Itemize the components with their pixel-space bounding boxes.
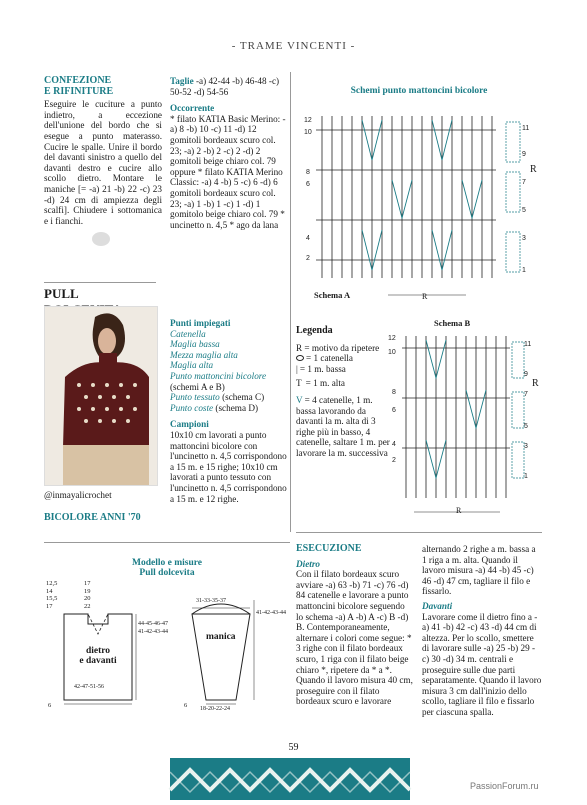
rifiniture-title: E RIFINITURE <box>44 85 114 97</box>
esecuzione-divider <box>296 532 542 533</box>
modello-title-line1: Modello e misure <box>131 558 202 568</box>
campioni-text: 10x10 cm lavorati a punto mattoncini bicolore con l'uncinetto n. 4,5 corrispondono a 15 m. e 15 righe; 10x10 cm lavorati a punto tessuto con l'uncinetto n. 4,5 corrispondono a 15 m. e 12 righe. <box>170 429 287 504</box>
top-right-measures <box>84 580 91 610</box>
punti-section <box>170 318 288 504</box>
yarn-ball-icon <box>92 232 110 246</box>
pull-title: PULL <box>44 282 156 322</box>
footer-pattern <box>0 750 587 800</box>
legenda-title: Legenda <box>296 325 333 336</box>
schema-b-label: Schema B <box>434 318 471 328</box>
tr-1: 17 <box>84 580 91 587</box>
single-crochet-icon: | <box>296 363 298 374</box>
svg-text:8: 8 <box>392 389 396 396</box>
svg-text:2: 2 <box>306 255 310 262</box>
occorrente-text: * filato KATIA Basic Merino: -a) 8 -b) 10 -c) 11 -d) 12 gomitoli bordeaux scuro col. 23; -a) 2 -b) 2 -c) 2 -d) 2 gomitoli beige chiaro col. 79 oppure * filato KATIA Merino Classic: -a) 4 -b) 5 -c) 6 -d) 6 gomitoli bordeaux scuro col. 23; -a) 1 -b) 1 -c) 1 -d) 1 gomitolo beige chiaro col. 79 * uncinetto n. 4,5 * ago da lana <box>170 113 286 230</box>
svg-text:8: 8 <box>306 169 310 176</box>
occorrente-title: Occorrente <box>170 103 215 114</box>
svg-text:3: 3 <box>522 235 526 242</box>
dietro-label: dietro <box>85 646 111 656</box>
tr-2: 19 <box>84 587 91 595</box>
photo-credit: @inmayalicrochet <box>44 490 112 500</box>
campioni-title: Campioni <box>170 419 209 430</box>
schema-a-label: Schema A <box>314 290 351 300</box>
svg-text:6: 6 <box>306 181 310 188</box>
davanti-title: Davanti <box>422 600 453 611</box>
front-back-label <box>76 646 120 666</box>
sleeve-top-measure: 31-33-35-37 <box>196 598 226 604</box>
legend-item-r: R = motivo da ripetere <box>296 342 380 353</box>
punto-item-6: Punto tessuto <box>170 392 220 403</box>
repeat-marker-b: R <box>532 378 539 389</box>
tl-3: 15,5 <box>46 595 58 602</box>
punto-item-2: Maglia bassa <box>170 339 220 350</box>
svg-text:11: 11 <box>524 341 532 348</box>
repeat-marker-a: R <box>530 164 537 175</box>
side-2: 41-42-43-44 <box>138 629 168 635</box>
tl-2: 14 <box>46 587 53 595</box>
svg-text:4: 4 <box>306 235 310 242</box>
schema-b-diagram <box>384 318 542 518</box>
punto-item-1: Catenella <box>170 328 206 339</box>
confezione-section <box>44 76 162 246</box>
punti-title: Punti impiegati <box>170 318 231 328</box>
top-left-measures <box>46 580 57 610</box>
svg-text:4: 4 <box>392 441 396 448</box>
dietro-title: Dietro <box>296 558 320 569</box>
punto-item-7-note: (schema D) <box>215 402 259 413</box>
esecuzione-title: ESECUZIONE <box>296 543 362 554</box>
svg-text:3: 3 <box>524 443 528 450</box>
hem-measure: 6 <box>48 702 52 709</box>
repeat-marker-b-bottom: R <box>456 506 462 515</box>
esecuzione-col1 <box>296 544 414 707</box>
svg-text:2: 2 <box>392 457 396 464</box>
svg-text:10: 10 <box>388 349 396 356</box>
taglie-text: -a) 42-44 -b) 46-48 -c) 50-52 -d) 54-56 <box>170 76 280 97</box>
punto-item-6-note: (schema C) <box>222 392 265 403</box>
svg-text:11: 11 <box>522 125 530 132</box>
modello-divider <box>44 542 290 543</box>
legend-item-bassa: = 1 m. bassa <box>299 363 346 374</box>
dietro-text: Con il filato bordeaux scuro avviare -a) 63 -b) 71 -c) 76 -d) 84 catenelle e lavorare a punto mattoncini bicolore seguendo lo schema -a) A -b) A -c) B -d) B. Contemporaneamente, alternare i colori come segue: * 3 righe con il filato bordeaux scuro, 1 riga con il filato beige chiaro *, ripetere da * a *. Quando il lavoro misura 40 cm, proseguire con il filato bordeaux scuro e lavorare <box>296 569 413 707</box>
legend-item-catenella: = 1 catenella <box>306 353 354 364</box>
page-number: 59 <box>288 742 299 753</box>
side-1: 44-45-46-47 <box>138 621 168 627</box>
watermark: PassionForum.ru <box>470 781 539 791</box>
tr-4: 22 <box>84 602 91 610</box>
svg-text:12: 12 <box>304 117 312 124</box>
schemi-title: Schemi punto mattoncini bicolore <box>350 86 488 96</box>
bottom-measure: 42-47-51-56 <box>74 684 104 690</box>
modello-title <box>44 558 290 578</box>
confezione-text: Eseguire le cuciture a punto indietro, a eccezione dell'unione del bordo che si esegue a punto materasso. Cucire le spalle. Unire il bordo del davanti sinistro a quello del davanti destro e cucire allo scollo dietro. Montare le maniche [= -a) 21 -b) 22 -c) 23 -d) 24 cm di ampiezza degli scalfi]. Chiudere i sottomanica e i fianchi. <box>44 99 162 226</box>
tl-4: 17 <box>46 602 53 610</box>
modello-title-line2: Pull dolcevita <box>139 568 195 578</box>
model-photo <box>44 306 158 486</box>
taglie-label: Taglie <box>170 76 194 86</box>
sleeve-cuff-measure: 6 <box>184 702 188 709</box>
legend-item-motivo: = 4 catenelle, 1 m. bassa lavorando da davanti la m. alta di 3 righe più in basso, 4 catenelle, saltare 1 m. per lavorare la m. successiva <box>296 394 390 458</box>
svg-text:12: 12 <box>388 335 396 342</box>
legend-item-alta: = 1 m. alta <box>305 378 345 389</box>
side-measures <box>138 620 168 636</box>
punto-item-4: Maglia alta <box>170 360 214 371</box>
running-header: - TRAME VINCENTI - <box>231 40 356 52</box>
confezione-title: CONFEZIONE <box>44 75 112 86</box>
svg-text:5: 5 <box>524 423 528 430</box>
schematic-diagram <box>44 580 290 720</box>
punto-item-5: Punto mattoncini bicolore <box>170 370 267 381</box>
schema-a-diagram <box>296 100 542 310</box>
svg-text:5: 5 <box>522 207 526 214</box>
chain-icon <box>296 355 304 361</box>
svg-text:7: 7 <box>524 391 528 398</box>
davanti-label: e davanti <box>79 656 117 666</box>
svg-text:7: 7 <box>522 179 526 186</box>
sleeve-bottom-measure: 18-20-22-24 <box>200 706 230 712</box>
repeat-marker-a-bottom: R <box>422 292 428 301</box>
tl-1: 12,5 <box>46 580 58 587</box>
svg-text:6: 6 <box>392 407 396 414</box>
sleeve-side-measure: 41-42-43-44 <box>256 610 286 616</box>
v-stitch-icon: V <box>296 394 303 405</box>
punto-item-5-note: (schemi A e B) <box>170 381 225 392</box>
bicolore-caption: BICOLORE ANNI '70 <box>44 512 141 523</box>
materials-section <box>170 76 288 230</box>
punto-item-3: Mezza maglia alta <box>170 349 238 360</box>
esecuzione-col2 <box>422 544 542 718</box>
davanti-text: Lavorare come il dietro fino a -a) 41 -b) 42 -c) 43 -d) 44 cm di altezza. Per lo scollo, smettere di lavorare sulle -a) 25 -b) 29 -c) 30 -d) 34 m. centrali e proseguire sulle due parti separatamente. Quando il lavoro misura 3 cm dall'inizio dello scollo, tagliare il filo e fissarlo per ciascuna spalla. <box>422 611 542 717</box>
svg-text:10: 10 <box>304 129 312 136</box>
tr-3: 20 <box>84 595 91 602</box>
esecuzione-continued-text: alternando 2 righe a m. bassa a 1 riga a m. alta. Quando il lavoro misura -a) 44 -b) 45 -c) 46 -d) 47 cm, tagliare il filo e fissarlo. <box>422 544 536 597</box>
punto-item-7: Punto coste <box>170 402 214 413</box>
column-divider <box>290 72 291 532</box>
double-crochet-icon: T <box>296 378 302 389</box>
svg-text:1: 1 <box>522 267 526 274</box>
svg-text:9: 9 <box>524 371 528 378</box>
svg-text:1: 1 <box>524 473 528 480</box>
legenda-section <box>296 326 392 459</box>
svg-text:9: 9 <box>522 151 526 158</box>
manica-label: manica <box>206 632 236 642</box>
